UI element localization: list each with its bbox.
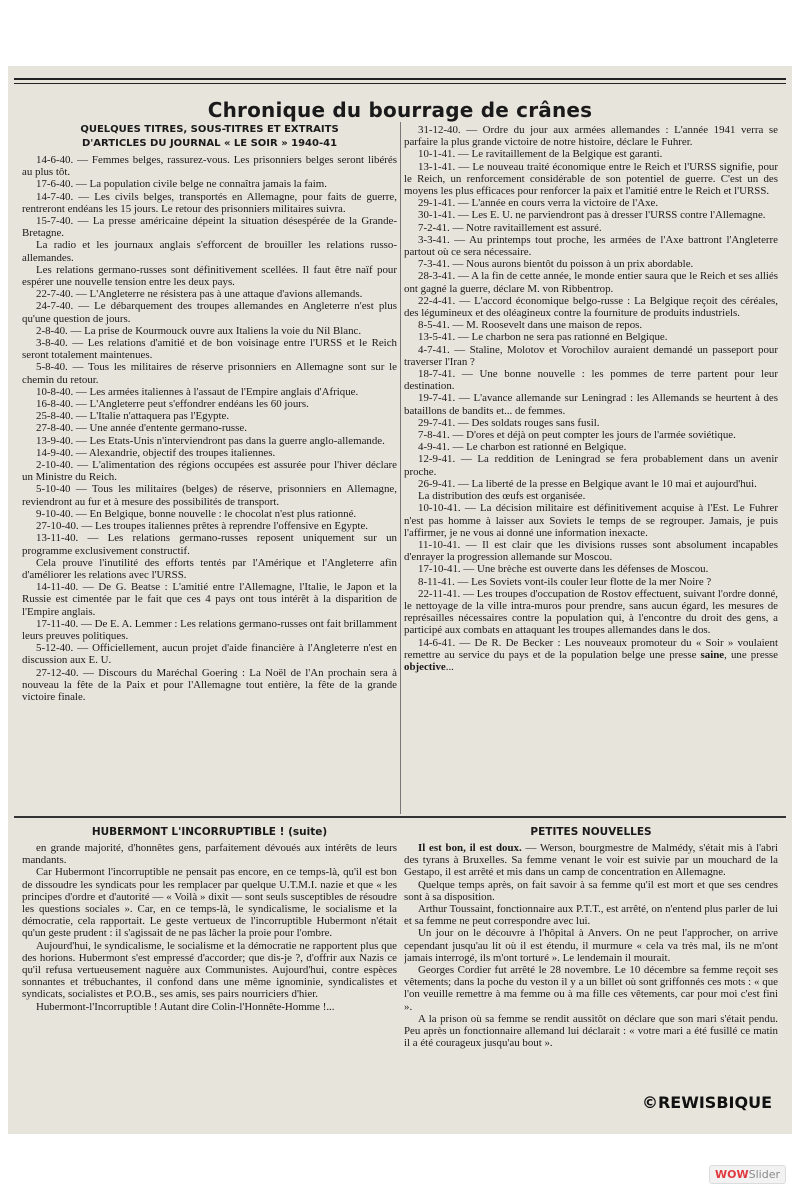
paragraph: 16-8-40. — L'Angleterre peut s'effondrer endéans les 60 jours. [36,398,309,411]
paragraph: 22-7-40. — L'Angleterre ne résistera pas à une attaque d'avions allemands. [36,288,363,301]
paragraph: 9-10-40. — En Belgique, bonne nouvelle : le chocolat n'est plus rationné. [36,507,357,520]
paragraph: 10-10-41. — La décision militaire est définitivement acquise à l'Est. Le Fuhrer n'est pas homme à laisser aux Soviets le temps de se regrouper. Jamais, je puis l'affirmer, je ne vous ai donné une information inexacte. [404,502,778,539]
paragraph: 8-5-41. — M. Roosevelt dans une maison de repos. [418,319,643,332]
paragraph: 22-11-41. — Les troupes d'occupation de Rostov effectuent, suivant l'ordre donné, le nettoyage de la ville intra-muros pour prendre, sans aucun égard, les mesures de représailles nécessaires contre la population qui, à l'encontre du droit des gens, a participé aux combats en attaquant les troupes allemandes dans le dos. [404,587,778,637]
paragraph: 27-10-40. — Les troupes italiennes prêtes à reprendre l'offensive en Egypte. [36,520,368,533]
paragraph: Car Hubermont l'incorruptible ne pensait pas encore, en ce temps-là, qu'il est bon de dissoudre les syndicats pour les remplacer par quelque U.T.M.I. nazie et que « les principes d'ordre et d'autorité — « Voilà » dixit — sont seuls susceptibles de résoudre les questions sociales ». Car, en ce temps-là, le syndicalisme, le socialisme et la démocratie, cela rapportait. Le geste vertueux de l'incorruptible Hubermont n'était qu'un geste prudent : il s'agissait de ne pas lâcher la proie pour l'ombre. [22,866,397,940]
paragraph: 31-12-40. — Ordre du jour aux armées allemandes : L'année 1941 verra se parfaire la plus grande victoire de notre histoire, déclare le Fuhrer. [404,124,778,149]
paragraph: 25-8-40. — L'Italie n'attaquera pas l'Egypte. [36,410,230,423]
petites-nouvelles-paragraphs [404,879,778,1050]
top-rule [14,78,786,80]
paragraph: 11-10-41. — Il est clair que les divisions russes sont absolument incapables d'enrayer la progression allemande sur Moscou. [404,538,778,564]
paragraph: 26-9-41. — La liberté de la presse en Belgique avant le 10 mai et aujourd'hui. [418,477,757,490]
right-paragraphs [404,124,778,637]
hubermont-paragraphs [22,842,397,1013]
paragraph: 7-2-41. — Notre ravitaillement est assuré. [418,221,602,234]
paragraph [404,842,778,879]
paragraph: 10-8-40. — Les armées italiennes à l'assaut de l'Empire anglais d'Afrique. [36,385,359,398]
page-title: Chronique du bourrage de crânes [207,98,593,122]
paragraph: 19-7-41. — L'avance allemande sur Leningrad : les Allemands se heurtent à des bataillons de bandits et... de femmes. [404,392,778,417]
top-rule-thin [14,83,786,84]
paragraph: 17-6-40. — La population civile belge ne connaîtra jamais la faim. [36,178,327,191]
paragraph: 4-7-41. — Staline, Molotov et Vorochilov auraient demandé un passeport pour traverser l'Iran ? [404,343,778,368]
paragraph: 4-9-41. — Le charbon est rationné en Belgique. [418,441,627,454]
text-run: , une presse [724,648,778,661]
paragraph: 7-3-41. — Nous aurons bientôt du poisson à un prix abordable. [418,258,694,271]
paragraph: Les relations germano-russes sont définitivement scellées. Il faut être naïf pour espérer une nouvelle tension entre les deux pays. [22,263,397,289]
paragraph: 3-8-40. — Les relations d'amitié et de bon voisinage entre l'URSS et le Reich seront totalement maintenues. [22,337,397,362]
paragraph: Aujourd'hui, le syndicalisme, le socialisme et la démocratie ne rapportent plus que des horions. Hubermont s'est empressé d'accorder; que dis-je ?, d'offrir aux Nazis ce qu'il refusa vertueusement naguère aux Communistes. Aujourd'hui, contre espèces sonnantes et trébuchantes, il confond dans une même ignominie, syndicalistes et syndicats, socialistes et P.O.B., ses amis, ses pairs nourriciers d'hier. [22,939,397,1001]
paragraph: en grande majorité, d'honnêtes gens, parfaitement dévoués aux intérêts de leurs mandants. [22,842,397,867]
paragraph: 14-11-40. — De G. Beatse : L'amitié entre l'Allemagne, l'Italie, le Japon et la Russie est cimentée par le fait que ces 4 pays ont tous intérêt à la disparition de l'Empire anglais. [22,581,397,618]
paragraph: Hubermont-l'Incorruptible ! Autant dire Colin-l'Honnête-Homme !... [36,1000,335,1013]
paragraph: 27-12-40. — Discours du Maréchal Goering : La Noël de l'An prochain sera à nouveau la fête de la Paix et pour l'Allemagne tout entière, la fête de la grande victoire finale. [22,666,397,703]
paragraph: 18-7-41. — Une bonne nouvelle : les pommes de terre partent pour leur destination. [404,368,778,393]
paragraph: 17-11-40. — De E. A. Lemmer : Les relations germano-russes ont fait brillamment leurs preuves politiques. [22,617,397,642]
right-column [404,124,778,814]
paragraph: Quelque temps après, on fait savoir à sa femme qu'il est mort et que ses cendres sont à sa disposition. [404,878,778,903]
paragraph: 2-10-40. — L'alimentation des régions occupées est assurée pour l'hiver déclare un Ministre du Reich. [22,459,397,484]
paragraph: Arthur Toussaint, fonctionnaire aux P.T.T., est arrêté, on n'entend plus parler de lui et sa femme ne peut correspondre avec lui. [404,903,778,928]
left-column [22,124,397,814]
bold-run: objective [404,660,446,673]
paragraph: 13-5-41. — Le charbon ne sera pas rationné en Belgique. [418,331,668,344]
bold-run: saine [700,648,725,661]
paragraph: Georges Cordier fut arrêté le 28 novembre. Le 10 décembre sa femme reçoit ses vêtements; dans la poche du veston il y a un billet où sont griffonnés ces mots : « que l'on veuille remettre à ma femme ou à ma fille ces vêtements, car pour moi c'est fini ». [404,964,778,1013]
left-heading-line2: D'ARTICLES DU JOURNAL « LE SOIR » 1940-41 [81,138,338,149]
paragraph: 3-3-41. — Au printemps tout proche, les armées de l'Axe battront l'Angleterre partout où ce sera nécessaire. [404,233,778,259]
paragraph: 2-8-40. — La prise de Kourmouck ouvre aux Italiens la voie du Nil Blanc. [36,324,362,337]
paragraph: 28-3-41. — A la fin de cette année, le monde entier saura que le Reich et ses alliés ont gagné la guerre, déclare M. von Ribbentrop. [404,270,778,295]
paragraph: 29-7-41. — Des soldats rouges sans fusil. [418,416,600,429]
hubermont-article [22,826,397,1126]
paragraph: 8-11-41. — Les Soviets vont-ils couler leur flotte de la mer Noire ? [418,575,712,588]
text-run: ... [445,660,454,673]
paragraph: 22-4-41. — L'accord économique belgo-russe : La Belgique reçoit des céréales, des légumineux et des oléagineux contre la fourniture de produits industriels. [404,294,778,320]
paragraph: 5-10-40 — Tous les militaires (belges) de réserve, prisonniers en Allemagne, reviendront au fur et à mesure des possibilités de transport. [22,483,397,508]
paragraph: 7-8-41. — D'ores et déjà on peut compter les jours de l'armée soviétique. [418,429,736,442]
paragraph: 17-10-41. — Une brèche est ouverte dans les défenses de Moscou. [418,563,709,576]
paragraph: Cela prouve l'inutilité des efforts tentés par l'Amérique et l'Angleterre afin d'améliorer les relations avec l'URSS. [22,556,397,581]
paragraph: 13-11-40. — Les relations germano-russes reposent uniquement sur un programme exclusivement constructif. [22,532,397,557]
petites-nouvelles-article [404,826,778,1126]
lead-bold: Il est bon, il est doux. [418,842,522,854]
lead-text: — Werson, bourgmestre de Malmédy, s'était mis à l'abri des tyrans à Bruxelles. Sa femme venant le voir est suivie par un mouchard de la Gestapo, il est arrêté et mis dans un camp de concentration en Allemagne. [404,842,778,879]
paragraph: La distribution des œufs est organisée. [418,490,586,503]
left-heading-line1: QUELQUES TITRES, SOUS-TITRES ET EXTRAITS [80,124,339,135]
paragraph: 27-8-40. — Une année d'entente germano-russe. [36,422,247,435]
left-paragraphs [22,154,397,703]
rewisbique-watermark: ©REWISBIQUE [641,1093,772,1112]
wowslider-badge[interactable] [709,1165,786,1184]
wowslider-part1: WOW [715,1168,749,1181]
paragraph: 30-1-41. — Les E. U. ne parviendront pas à dresser l'URSS contre l'Allemagne. [418,209,766,222]
wowslider-part2: Slider [748,1168,780,1181]
hubermont-heading: HUBERMONT L'INCORRUPTIBLE ! (suite) [91,826,328,838]
paragraph: 13-9-40. — Les Etats-Unis n'interviendront pas dans la guerre anglo-allemande. [36,434,385,447]
paragraph: 14-9-40. — Alexandrie, objectif des troupes italiennes. [36,446,276,459]
paragraph: 29-1-41. — L'année en cours verra la victoire de l'Axe. [418,197,659,210]
paragraph: A la prison où sa femme se rendit aussitôt on déclare que son mari s'était pendu. Peu après un fonctionnaire allemand lui déclarait : « votre mari a été fusillé ce matin il a été courageux jusqu'au bout ». [404,1012,778,1050]
paragraph [404,637,778,674]
paragraph: 12-9-41. — La reddition de Leningrad se fera probablement dans un avenir proche. [404,453,778,478]
paragraph: 24-7-40. — Le débarquement des troupes allemandes en Angleterre n'est plus qu'une question de jours. [22,300,397,325]
petites-nouvelles-heading: PETITES NOUVELLES [530,826,652,838]
paragraph: 14-7-40. — Les civils belges, transportés en Allemagne, pour faits de guerre, rentreront endéans les 15 jours. Le retour des prisonniers militaires suivra. [22,190,397,215]
newspaper-page [8,66,792,1134]
paragraph: 5-8-40. — Tous les militaires de réserve prisonniers en Allemagne sont sur le chemin du retour. [22,361,397,386]
paragraph: 14-6-40. — Femmes belges, rassurez-vous. Les prisonniers belges seront libérés au plus tôt. [22,154,397,179]
text-run: 14-6-41. — De R. De Becker : Les nouveaux promoteur du « Soir » voulaient remettre au service du pays et de la population belge une presse [404,636,778,661]
paragraph: Un jour on le découvre à l'hôpital à Anvers. On ne peut l'approcher, on arrive cependant jusqu'au lit où il est étendu, il murmure « cela va très mal, ils ne m'ont jamais interrogé, ils m'ont torturé ». Le lendemain il mourait. [404,927,778,964]
paragraph: 13-1-41. — Le nouveau traité économique entre le Reich et l'URSS signifie, pour le Reich, un renforcement considérable de son potentiel de guerre. C'est un des moyens les plus efficaces pour renforcer la paix et l'amitié entre le Reich et l'URSS. [404,160,778,198]
paragraph: 5-12-40. — Officiellement, aucun projet d'aide financière à l'Angleterre n'est en discussion aux E. U. [22,642,397,667]
paragraph: 15-7-40. — La presse américaine dépeint la situation désespérée de la Grande-Bretagne. [22,215,397,240]
column-divider [400,122,401,814]
section-rule [14,816,786,818]
paragraph: La radio et les journaux anglais s'efforcent de brouiller les relations russo-allemandes. [22,239,397,264]
paragraph: 10-1-41. — Le ravitaillement de la Belgique est garanti. [418,148,663,161]
